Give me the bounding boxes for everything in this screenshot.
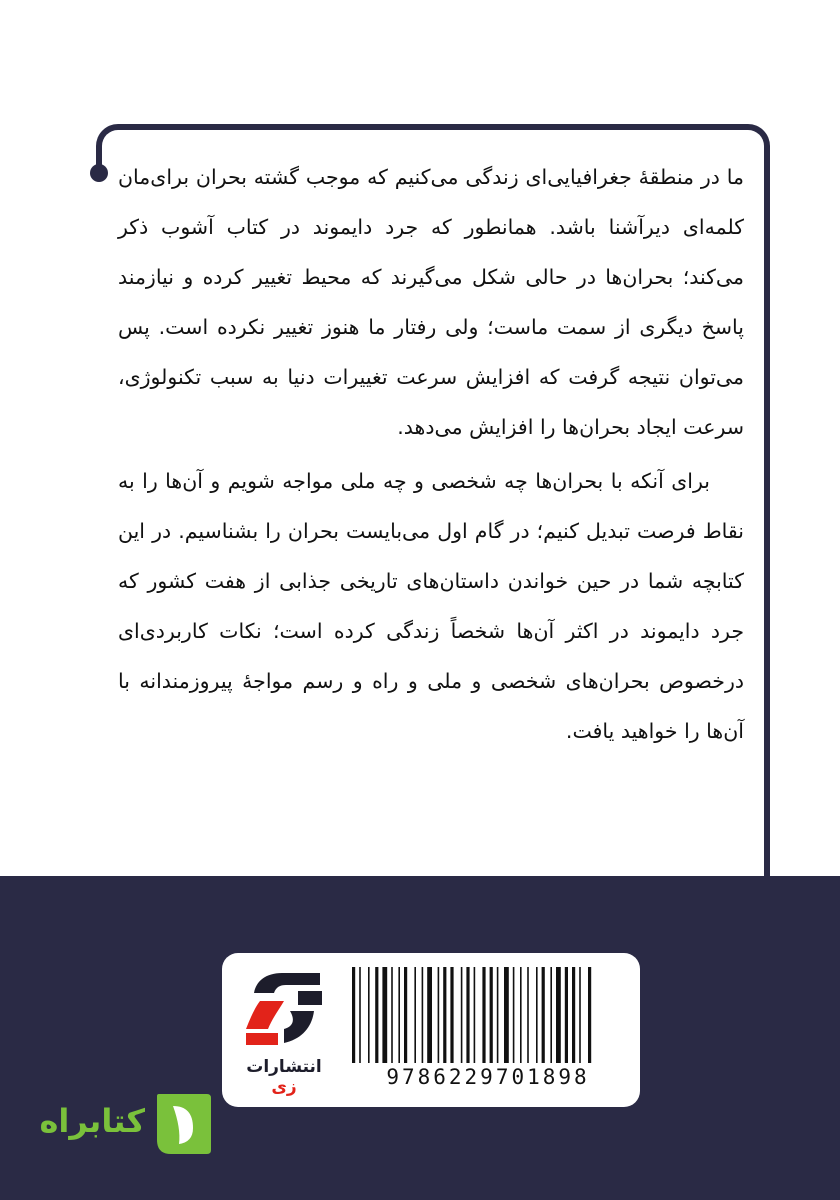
publisher-name (236, 1057, 332, 1097)
barcode-bar (527, 967, 529, 1063)
barcode-bars (350, 967, 626, 1063)
barcode-bar (572, 967, 575, 1063)
barcode-bar (375, 967, 378, 1063)
barcode-bar (398, 967, 400, 1063)
publisher-name-prefix: انتشارات (246, 1057, 322, 1077)
barcode-bar (461, 967, 463, 1063)
barcode-bar (536, 967, 538, 1063)
barcode-bar (438, 967, 440, 1063)
barcode-bar (542, 967, 545, 1063)
frame-top (96, 124, 770, 150)
barcode-card (222, 953, 640, 1107)
barcode-bar (550, 967, 552, 1063)
book-leaf-icon (149, 1088, 215, 1158)
back-cover-text (118, 152, 744, 756)
barcode-bar (579, 967, 581, 1063)
publisher-logo-icon (238, 971, 328, 1049)
barcode-bar (382, 967, 387, 1063)
barcode-bar (565, 967, 568, 1063)
barcode-bar (391, 967, 393, 1063)
publisher-name-highlight: زی (271, 1077, 297, 1097)
barcode-bar (490, 967, 493, 1063)
barcode-bar (422, 967, 424, 1063)
barcode-bar (588, 967, 591, 1063)
barcode-bar (404, 967, 407, 1063)
barcode-bar (482, 967, 485, 1063)
barcode-bar (520, 967, 522, 1063)
barcode-bar (443, 967, 446, 1063)
frame-knob (90, 164, 108, 182)
paragraph-2: برای آنکه با بحران‌ها چه شخصی و چه ملی مواجه شویم و آن‌ها را به نقاط فرصت تبدیل کنیم؛ در گام اول می‌بایست بحران را بشناسیم. در این کتابچه شما در حین خواندن داستان‌های تاریخی جذابی از هفت کشور که جرد دایموند در اکثر آن‌ها شخصاً زندگی کرده است؛ نکات کاربردی‌ای درخصوص بحران‌های شخصی و ملی و راه و رسم مواجهٔ پیروزمندانه با آن‌ها را خواهید یافت. (118, 469, 744, 743)
barcode-bar (414, 967, 416, 1063)
store-logo (40, 1088, 215, 1158)
barcode-bar (513, 967, 515, 1063)
barcode-bar (497, 967, 499, 1063)
barcode-bar (450, 967, 453, 1063)
store-name: کتابراه (39, 1102, 145, 1140)
barcode-bar (368, 967, 370, 1063)
barcode-bar (352, 967, 355, 1063)
frame-right (764, 150, 770, 876)
barcode-bar (474, 967, 476, 1063)
isbn-number: 9786229701898 (386, 1065, 590, 1089)
barcode-bar (556, 967, 561, 1063)
barcode-bar (466, 967, 469, 1063)
barcode-bar (504, 967, 509, 1063)
barcode-bar (359, 967, 361, 1063)
paragraph-1: ما در منطقهٔ جغرافیایی‌ای زندگی می‌کنیم که موجب گشته بحران برای‌مان کلمه‌ای دیرآشنا باشد. همانطور که جرد دایموند در کتاب آشوب ذکر می‌کند؛ بحران‌ها در حالی شکل می‌گیرند که محیط تغییر کرده و نیازمند پاسخ دیگری از سمت ماست؛ ولی رفتار ما هنوز تغییر نکرده است. پس می‌توان نتیجه گرفت که افزایش سرعت تغییرات دنیا به سبب تکنولوژی، سرعت ایجاد بحران‌ها را افزایش می‌دهد. (118, 165, 744, 439)
barcode-bar (427, 967, 432, 1063)
